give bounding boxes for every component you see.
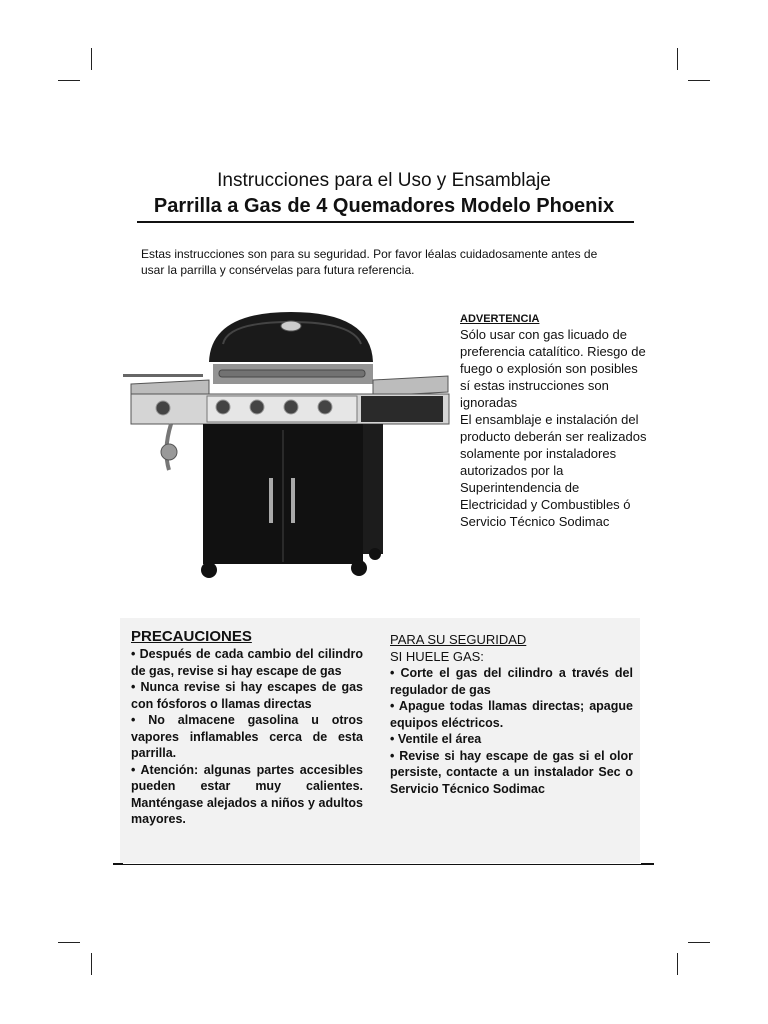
bottom-divider <box>113 864 654 865</box>
bottom-divider-end <box>641 863 654 865</box>
crop-mark <box>677 953 678 975</box>
crop-mark <box>688 80 710 81</box>
crop-mark <box>91 953 92 975</box>
precautions-heading: PRECAUCIONES <box>131 628 252 645</box>
page-title: Instrucciones para el Uso y Ensamblaje <box>217 170 551 191</box>
crop-mark <box>58 942 80 943</box>
precaution-item: • Después de cada cambio del cilindro de gas, revise si hay escape de gas <box>131 647 363 678</box>
warning-box <box>460 312 650 530</box>
intro-text: Estas instrucciones son para su seguridad. Por favor léalas cuidadosamente antes de usar la parrilla y consérvelas para futura referencia. <box>141 247 598 277</box>
precaution-item: • Nunca revise si hay escapes de gas con fósforos o llamas directas <box>131 680 363 711</box>
grill-illustration <box>123 300 453 600</box>
crop-mark <box>677 48 678 70</box>
safety-item: • Apague todas llamas directas; apague equipos eléctricos. <box>390 699 633 730</box>
warning-title: ADVERTENCIA <box>460 313 540 325</box>
safety-column <box>390 632 633 797</box>
safety-heading: PARA SU SEGURIDAD <box>390 632 527 647</box>
bottom-divider-end <box>113 863 123 865</box>
crop-mark <box>58 80 80 81</box>
safety-item: • Revise si hay escape de gas si el olor persiste, contacte a un instalador Sec o Servicio Técnico Sodimac <box>390 748 633 796</box>
precaution-item: • No almacene gasolina u otros vapores inflamables cerca de esta parrilla. <box>131 713 363 760</box>
precautions-column <box>131 628 363 828</box>
crop-mark <box>91 48 92 70</box>
precaution-item: • Atención: algunas partes accesibles pueden estar muy calientes. Manténgase alejados a niños y adultos mayores. <box>131 762 363 826</box>
safety-item: • Corte el gas del cilindro a través del regulador de gas <box>390 666 633 697</box>
safety-item: • Ventile el área <box>390 732 482 746</box>
title-divider <box>137 221 634 223</box>
warning-text-2: El ensamblaje e instalación del producto deberán ser realizados solamente por instaladores autorizados por la Superintendencia de Electricidad y Combustibles ó Servicio Técnico Sodimac <box>460 412 647 529</box>
crop-mark <box>688 942 710 943</box>
page-subtitle: Parrilla a Gas de 4 Quemadores Modelo Phoenix <box>153 195 615 217</box>
warning-text-1: Sólo usar con gas licuado de preferencia catalítico. Riesgo de fuego o explosión son posibles sí estas instrucciones son ignoradas <box>460 327 646 410</box>
safety-subheading: SI HUELE GAS: <box>390 649 484 664</box>
